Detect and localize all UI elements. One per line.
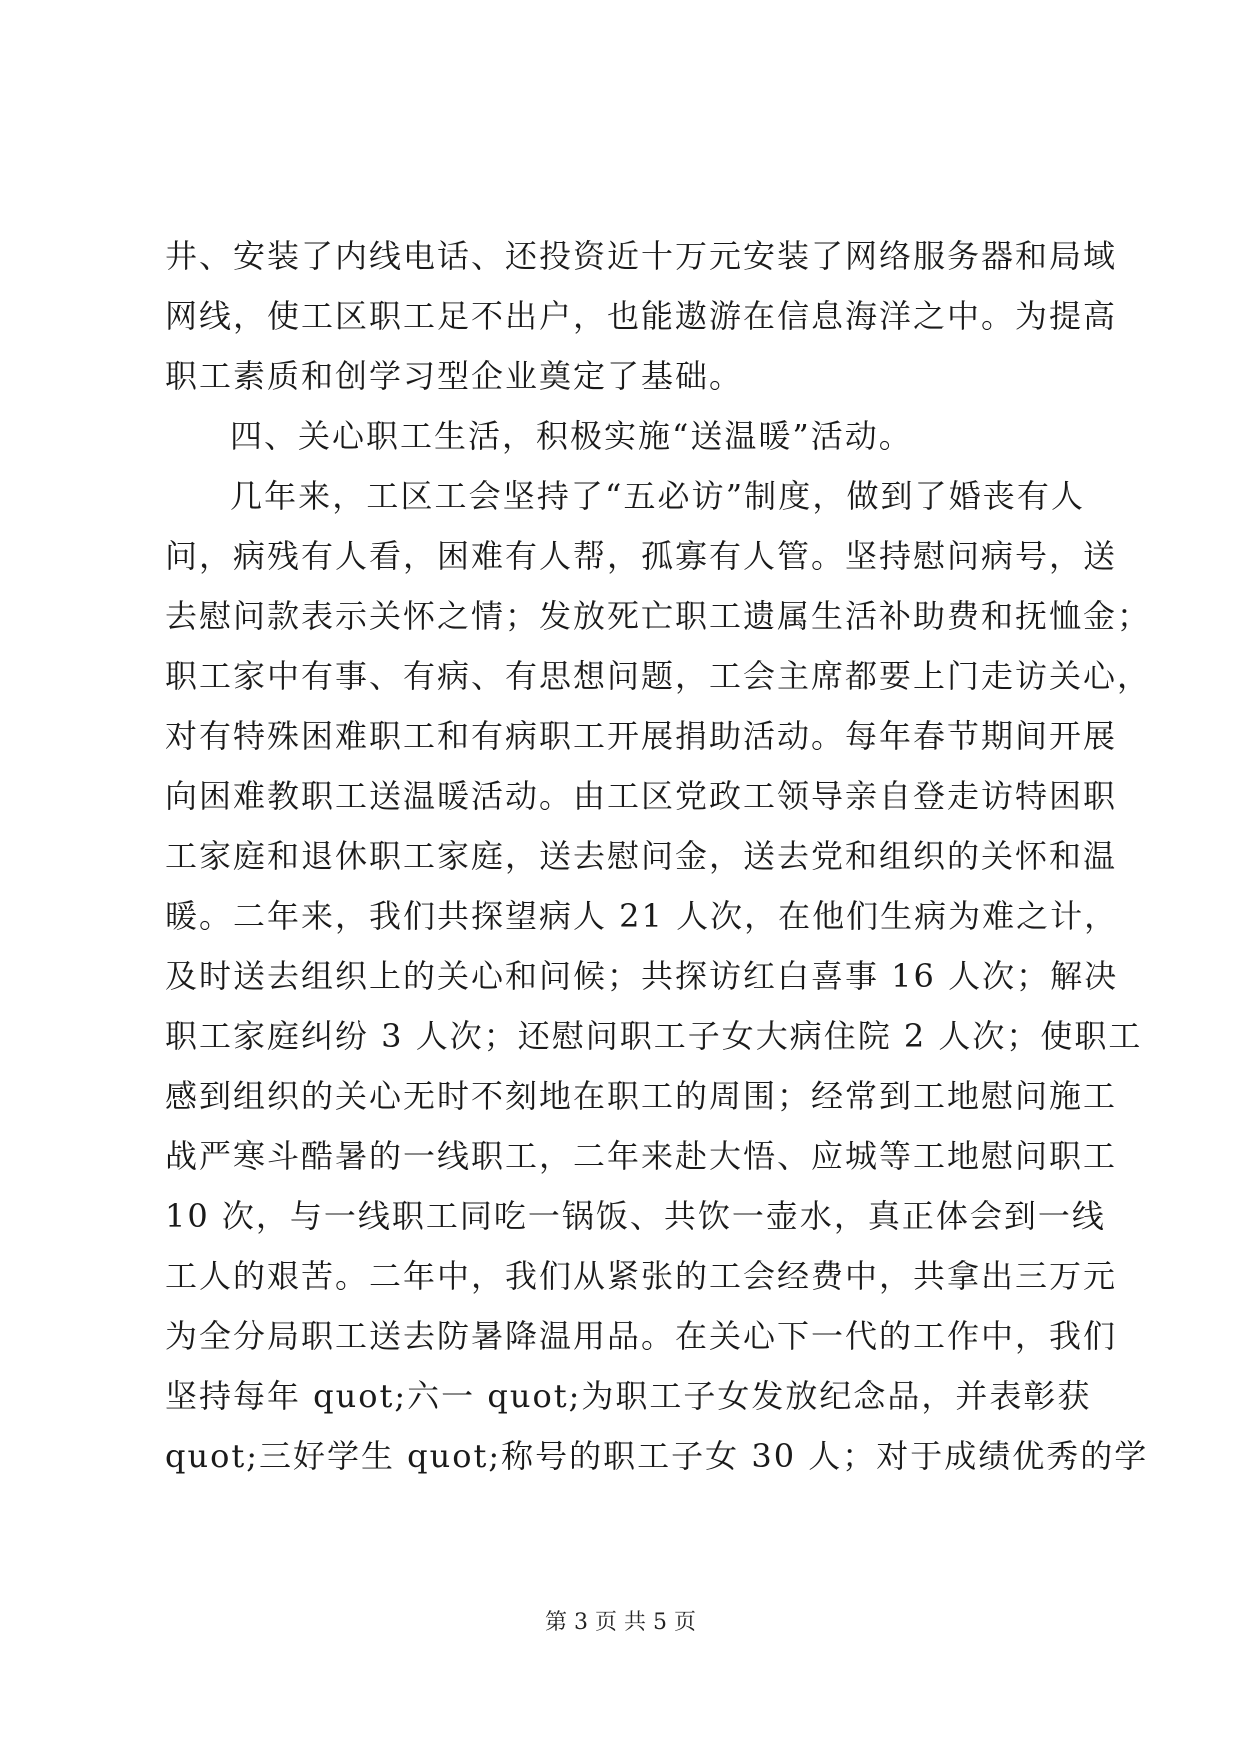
paragraph-line: 职工家中有事、有病、有思想问题，工会主席都要上门走访关心， xyxy=(165,657,1152,695)
paragraph-line: 职工家庭纠纷 3 人次；还慰问职工子女大病住院 2 人次；使职工 xyxy=(165,1017,1143,1055)
paragraph-line: 工家庭和退休职工家庭，送去慰问金，送去党和组织的关怀和温 xyxy=(165,837,1118,875)
paragraph-line: 及时送去组织上的关心和问候；共探访红白喜事 16 人次；解决 xyxy=(165,957,1119,995)
paragraph-line: quot;三好学生 quot;称号的职工子女 30 人；对于成绩优秀的学 xyxy=(165,1437,1149,1475)
paragraph-line: 职工素质和创学习型企业奠定了基础。 xyxy=(165,357,744,395)
paragraph-line: 暖。二年来，我们共探望病人 21 人次，在他们生病为难之计， xyxy=(165,897,1119,935)
paragraph-line: 坚持每年 quot;六一 quot;为职工子女发放纪念品，并表彰获 xyxy=(165,1377,1092,1415)
section-heading: 四、关心职工生活，积极实施“送温暖”活动。 xyxy=(230,417,913,455)
paragraph-line: 对有特殊困难职工和有病职工开展捐助活动。每年春节期间开展 xyxy=(165,717,1118,755)
paragraph-line: 几年来，工区工会坚持了“五必访”制度，做到了婚丧有人 xyxy=(230,477,1085,515)
paragraph-line: 向困难教职工送温暖活动。由工区党政工领导亲自登走访特困职 xyxy=(165,777,1118,815)
paragraph-line: 战严寒斗酷暑的一线职工，二年来赴大悟、应城等工地慰问职工 xyxy=(165,1137,1118,1175)
paragraph-line: 井、安装了内线电话、还投资近十万元安装了网络服务器和局域 xyxy=(165,237,1118,275)
paragraph-line: 10 次，与一线职工同吃一锅饭、共饮一壶水，真正体会到一线 xyxy=(165,1197,1106,1235)
paragraph-line: 感到组织的关心无时不刻地在职工的周围；经常到工地慰问施工 xyxy=(165,1077,1118,1115)
paragraph-line: 网线，使工区职工足不出户，也能遨游在信息海洋之中。为提高 xyxy=(165,297,1118,335)
paragraph-line: 为全分局职工送去防暑降温用品。在关心下一代的工作中，我们 xyxy=(165,1317,1118,1355)
paragraph-line: 去慰问款表示关怀之情；发放死亡职工遗属生活补助费和抚恤金； xyxy=(165,597,1152,635)
paragraph-line: 问，病残有人看，困难有人帮，孤寡有人管。坚持慰问病号，送 xyxy=(165,537,1118,575)
paragraph-line: 工人的艰苦。二年中，我们从紧张的工会经费中，共拿出三万元 xyxy=(165,1257,1118,1295)
page-footer: 第 3 页 共 5 页 xyxy=(545,1610,696,1635)
